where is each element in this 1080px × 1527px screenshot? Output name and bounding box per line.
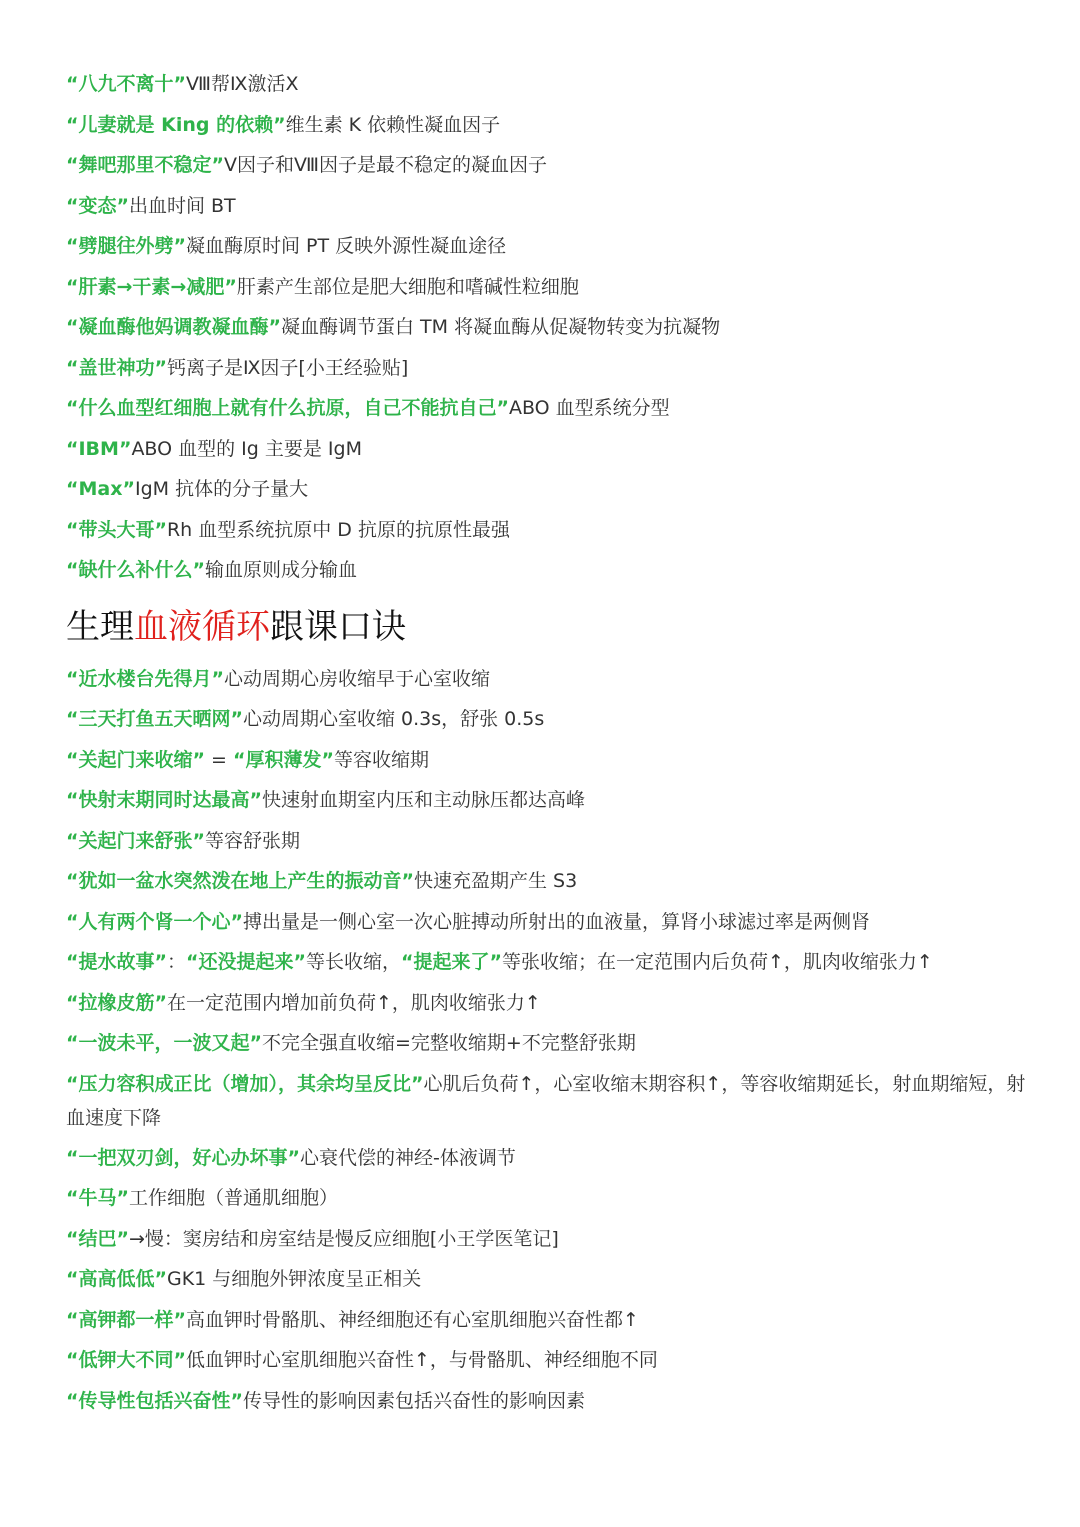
mnemonic-line [66,1064,1026,1138]
mnemonic-keyword: “高钾都一样” [66,1308,186,1331]
mnemonic-line [66,550,1026,591]
mnemonic-explanation: 心肌后负荷↑，心室收缩末期容积↑，等容收缩期延长，射血期缩短，射血速度下降 [66,1072,1026,1129]
mnemonic-explanation: 搏出量是一侧心室一次心脏搏动所射出的血液量，算肾小球滤过率是两侧肾 [242,910,870,933]
mnemonic-keyword: “低钾大不同” [66,1349,186,1371]
mnemonic-explanation: 肝素产生部位是肥大细胞和嗜碱性粒细胞 [236,275,579,298]
mnemonic-explanation: 凝血酶原时间 PT 反映外源性凝血途径 [185,235,507,257]
mnemonic-line [66,780,1026,821]
mnemonic-keyword: “快射末期同时达最高” [66,789,262,811]
mnemonic-keyword: “IBM” [66,437,132,460]
mnemonic-keyword: “高高低低” [66,1268,167,1290]
mnemonic-line [66,388,1026,429]
mnemonic-line [66,1178,1026,1219]
mnemonic-line [66,226,1026,267]
mnemonic-explanation: 凝血酶调节蛋白 TM 将凝血酶从促凝物转变为抗凝物 [280,316,721,338]
mnemonic-explanation: 高血钾时骨骼肌、神经细胞还有心室肌细胞兴奋性都↑ [185,1308,639,1331]
mnemonic-explanation: 钙离子是Ⅸ因子[小王经验贴] [166,356,409,379]
mnemonic-keyword: “压力容积成正比（增加），其余均呈反比” [66,1072,424,1095]
mnemonic-keyword: “还没提起来” [186,951,306,973]
mnemonic-line [66,1138,1026,1179]
mnemonic-keyword: “八九不离十” [66,73,186,95]
mnemonic-explanation: Ⅴ因子和Ⅷ因子是最不稳定的凝血因子 [223,154,548,176]
mnemonic-keyword: “厚积薄发” [232,748,334,771]
mnemonic-line [66,469,1026,510]
mnemonic-keyword: “结巴” [66,1227,129,1250]
mnemonic-line [66,510,1026,551]
mnemonic-keyword: “凝血酶他妈调教凝血酶” [66,316,281,338]
mnemonic-explanation: 等长收缩， [305,951,401,973]
mnemonic-line [66,1300,1026,1341]
mnemonic-list-circulation [66,659,1026,1422]
mnemonic-keyword: “近水楼台先得月” [66,667,224,690]
mnemonic-explanation: 等容收缩期 [333,748,429,771]
mnemonic-keyword: “关起门来收缩” [66,748,205,771]
mnemonic-explanation: GK1 与细胞外钾浓度呈正相关 [166,1268,422,1290]
mnemonic-keyword: “变态” [66,194,129,217]
mnemonic-explanation: ABO 血型的 Ig 主要是 IgM [131,437,362,460]
mnemonic-keyword: “三天打鱼五天晒网” [66,708,243,730]
mnemonic-line [66,1340,1026,1381]
mnemonic-line [66,1381,1026,1422]
mnemonic-keyword: “犹如一盆水突然泼在地上产生的振动音” [66,870,414,892]
mnemonic-explanation: Rh 血型系统抗原中 D 抗原的抗原性最强 [166,518,510,541]
mnemonic-explanation: IgM 抗体的分子量大 [134,478,309,500]
mnemonic-explanation: 出血时间 BT [128,194,236,217]
mnemonic-explanation: 心衰代偿的神经-体液调节 [299,1146,516,1169]
section-heading [66,603,1026,651]
mnemonic-line [66,861,1026,902]
mnemonic-explanation: →慢：窦房结和房室结是慢反应细胞[小王学医笔记] [128,1227,559,1250]
mnemonic-keyword: “带头大哥” [66,518,167,541]
mnemonic-line [66,699,1026,740]
mnemonic-explanation: 不完全强直收缩=完整收缩期+不完整舒张期 [261,1032,636,1054]
mnemonic-line [66,659,1026,700]
mnemonic-explanation: 心动周期心房收缩早于心室收缩 [223,667,490,690]
mnemonic-line [66,1219,1026,1260]
mnemonic-list-blood [66,64,1026,591]
mnemonic-keyword: “牛马” [66,1187,129,1209]
mnemonic-keyword: “关起门来舒张” [66,829,205,852]
mnemonic-line [66,983,1026,1024]
mnemonic-keyword: “人有两个肾一个心” [66,910,243,933]
mnemonic-explanation: 低血钾时心室肌细胞兴奋性↑，与骨骼肌、神经细胞不同 [185,1349,658,1371]
mnemonic-keyword: “提水故事” [66,951,167,973]
mnemonic-line [66,145,1026,186]
mnemonic-explanation: 维生素 K 依赖性凝血因子 [285,113,501,136]
mnemonic-line [66,1259,1026,1300]
mnemonic-keyword: “提起来了” [401,951,502,973]
mnemonic-explanation: ： [166,951,186,973]
mnemonic-keyword: “一把双刃剑，好心办坏事” [66,1146,300,1169]
mnemonic-explanation: 等容舒张期 [204,829,300,852]
mnemonic-explanation: 工作细胞（普通肌细胞） [128,1187,338,1209]
mnemonic-line [66,267,1026,308]
mnemonic-keyword: “什么血型红细胞上就有什么抗原，自己不能抗自己” [66,397,509,419]
mnemonic-explanation: Ⅷ帮Ⅸ激活Ⅹ [185,73,299,95]
mnemonic-explanation: 心动周期心室收缩 0.3s，舒张 0.5s [242,708,545,730]
mnemonic-keyword: “拉橡皮筋” [66,991,167,1014]
heading-highlight: 血液循环 [134,606,270,647]
mnemonic-explanation: 快速射血期室内压和主动脉压都达高峰 [261,789,585,811]
mnemonic-keyword: “缺什么补什么” [66,559,205,581]
mnemonic-line [66,429,1026,470]
mnemonic-explanation: 等张收缩；在一定范围内后负荷↑，肌肉收缩张力↑ [501,951,933,973]
mnemonic-keyword: “Max” [66,478,135,500]
mnemonic-explanation: 传导性的影响因素包括兴奋性的影响因素 [242,1389,585,1412]
mnemonic-line [66,307,1026,348]
mnemonic-line [66,186,1026,227]
mnemonic-keyword: “肝素→干素→减肥” [66,275,237,298]
document-page [66,64,1026,1421]
mnemonic-line [66,942,1026,983]
mnemonic-keyword: “儿妻就是 King 的依赖” [66,113,286,136]
mnemonic-keyword: “舞吧那里不稳定” [66,154,224,176]
mnemonic-line [66,348,1026,389]
heading-suffix: 跟课口诀 [270,606,406,647]
mnemonic-keyword: “盖世神功” [66,356,167,379]
heading-prefix: 生理 [66,606,134,647]
mnemonic-line [66,740,1026,781]
mnemonic-line [66,105,1026,146]
mnemonic-keyword: “劈腿往外劈” [66,235,186,257]
mnemonic-explanation: = [204,748,233,771]
mnemonic-line [66,821,1026,862]
mnemonic-explanation: 快速充盈期产生 S3 [413,870,578,892]
mnemonic-explanation: 输血原则成分输血 [204,559,357,581]
mnemonic-keyword: “传导性包括兴奋性” [66,1389,243,1412]
mnemonic-line [66,64,1026,105]
mnemonic-explanation: ABO 血型系统分型 [508,397,670,419]
mnemonic-keyword: “一波未平，一波又起” [66,1032,262,1054]
mnemonic-line [66,1023,1026,1064]
mnemonic-line [66,902,1026,943]
mnemonic-explanation: 在一定范围内增加前负荷↑，肌肉收缩张力↑ [166,991,541,1014]
